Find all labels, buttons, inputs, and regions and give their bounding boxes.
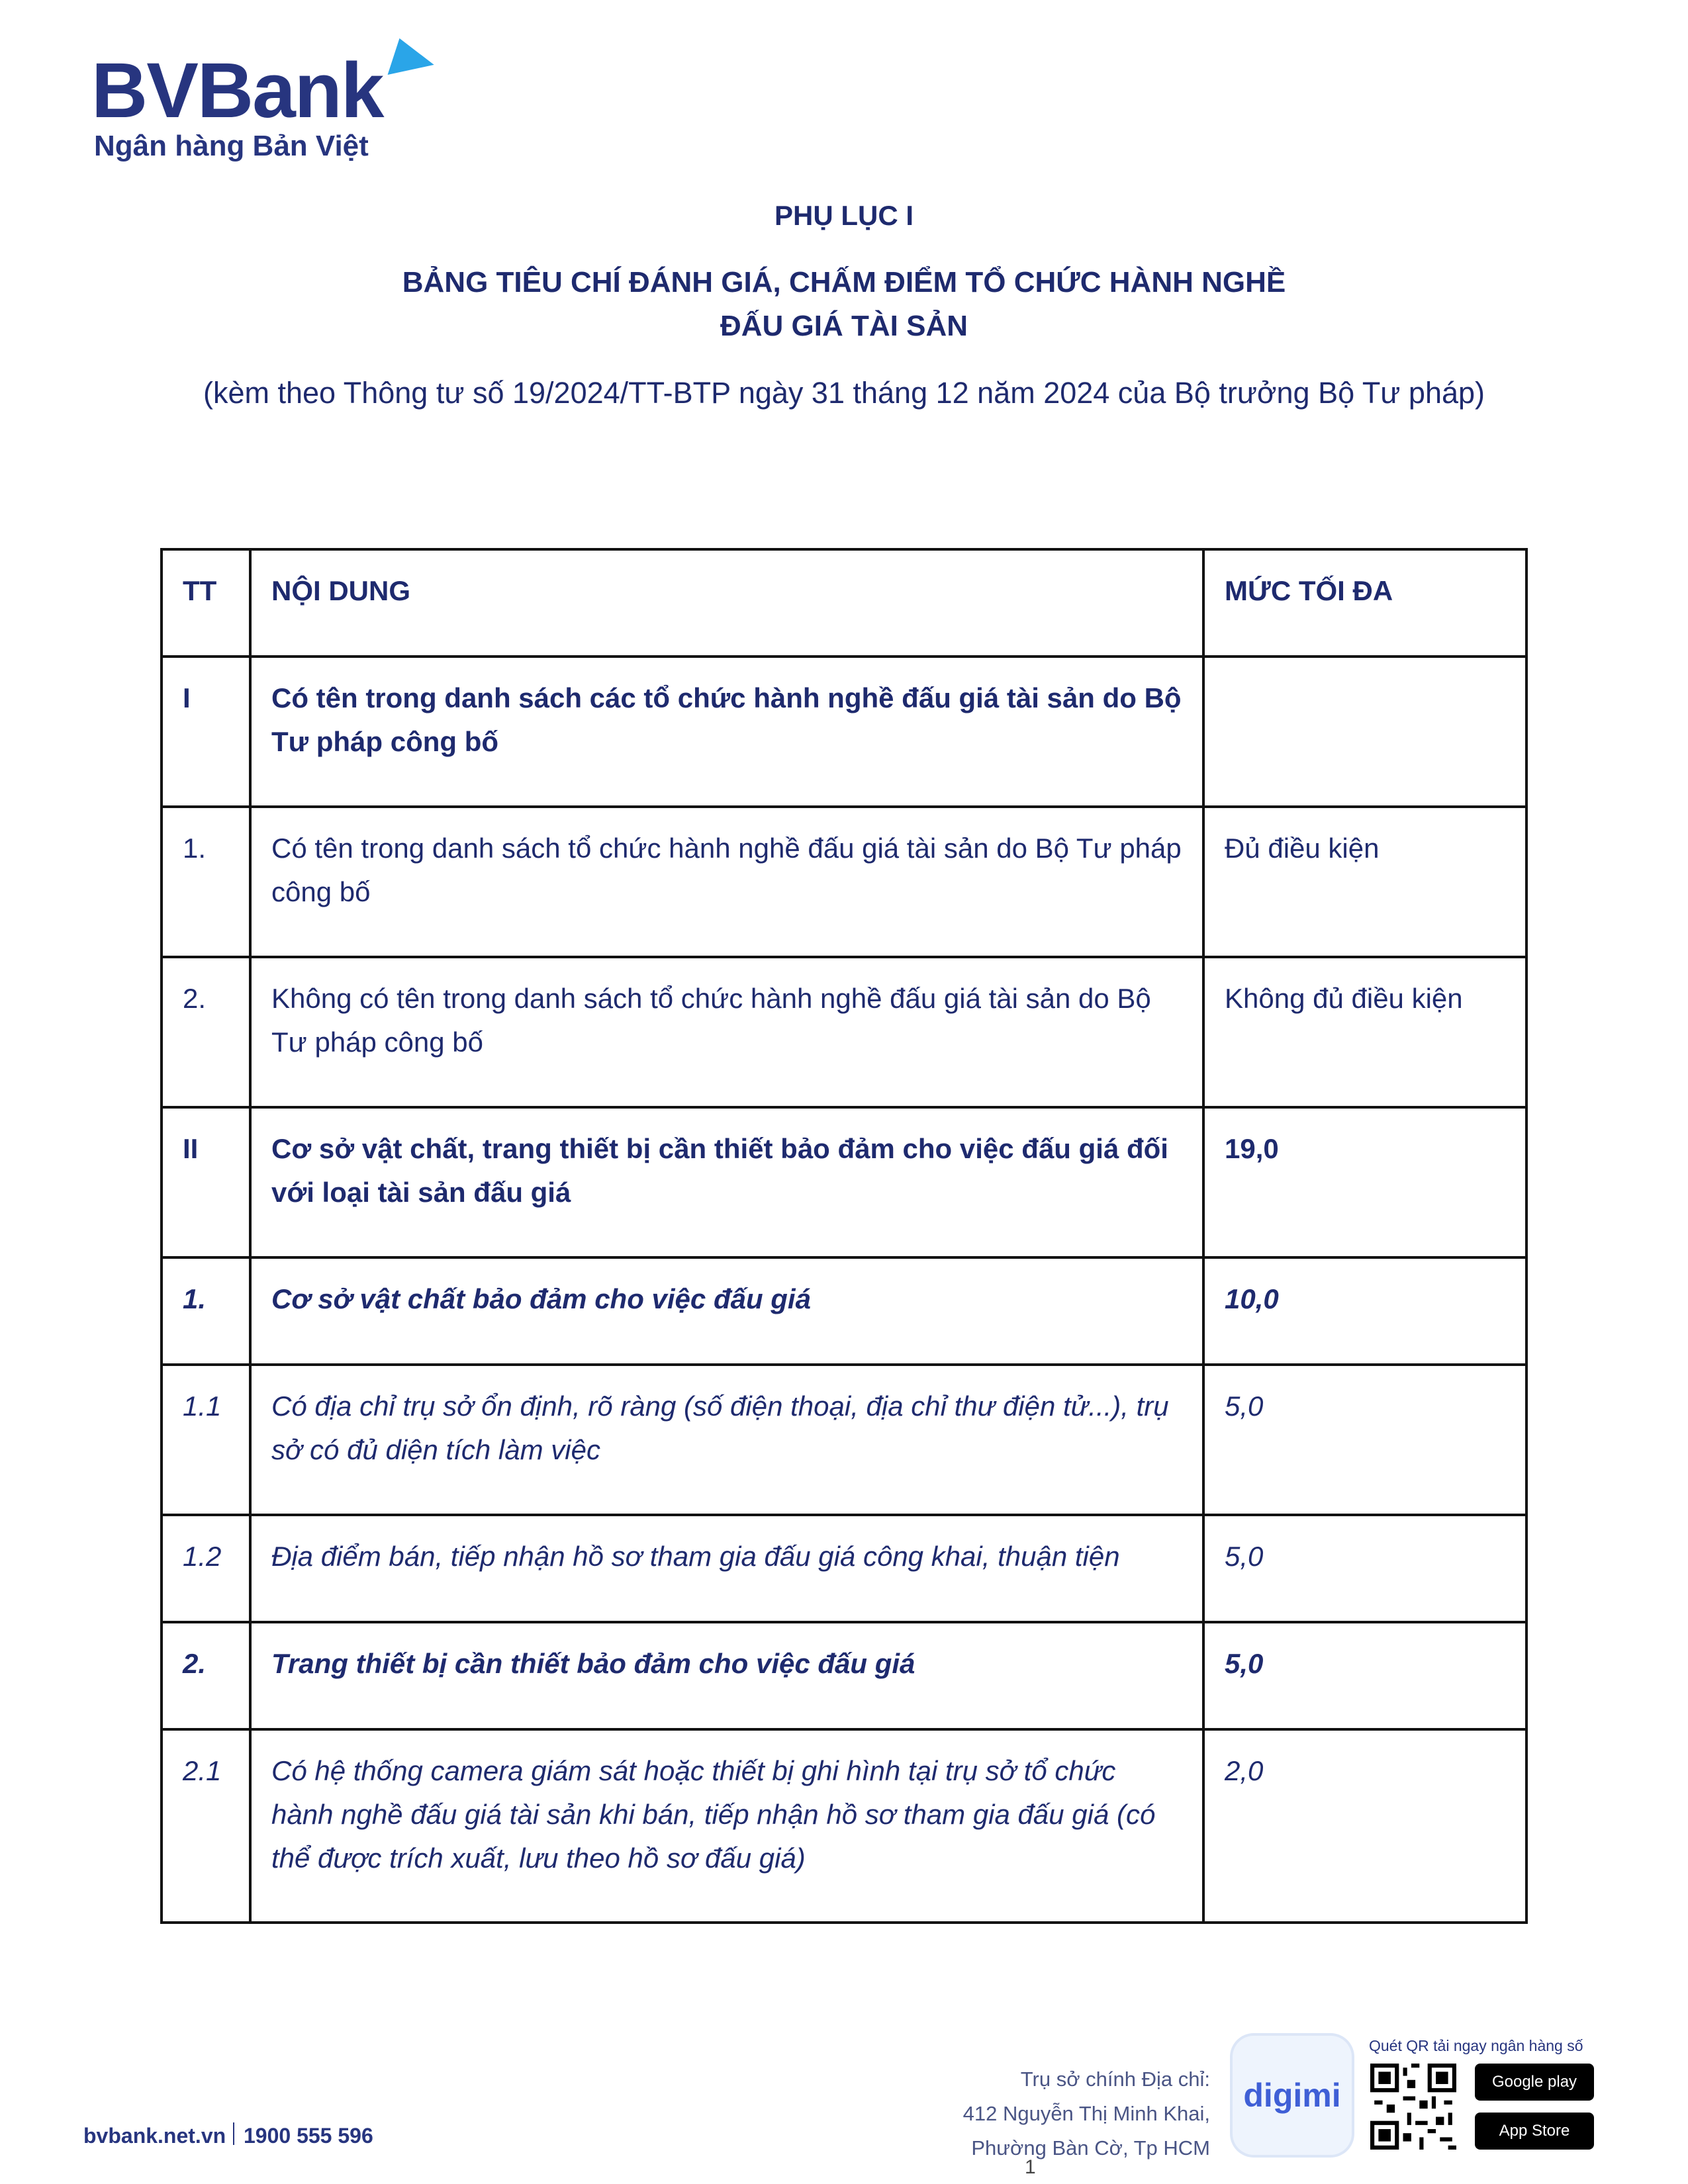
address-line1: 412 Nguyễn Thị Minh Khai, (962, 2102, 1210, 2125)
row-max: 19,0 (1203, 1107, 1526, 1257)
logo-arrow-icon (388, 38, 439, 87)
digimi-app-name: digimi (1243, 2077, 1341, 2114)
appendix-heading: PHỤ LỤC I (774, 200, 914, 231)
table-row (162, 957, 1526, 1107)
row-max: Đủ điều kiện (1203, 807, 1526, 957)
row-max: 5,0 (1203, 1365, 1526, 1515)
header-tt: TT (162, 549, 250, 657)
document-reference-note: (kèm theo Thông tư số 19/2024/TT-BTP ngày 31 tháng 12 năm 2024 của Bộ trưởng Bộ Tư pháp) (203, 376, 1485, 410)
row-max (1203, 657, 1526, 807)
row-max: 2,0 (1203, 1729, 1526, 1923)
qr-caption: Quét QR tải ngay ngân hàng số (1369, 2037, 1583, 2054)
row-tt: 1.2 (162, 1515, 250, 1622)
row-content: Trang thiết bị cần thiết bảo đảm cho việc đấu giá (250, 1622, 1203, 1729)
table-row (162, 1729, 1526, 1923)
footer-website[interactable]: bvbank.net.vn (83, 2124, 226, 2148)
bvbank-logo (91, 44, 436, 176)
table-row (162, 1257, 1526, 1365)
row-max: 5,0 (1203, 1622, 1526, 1729)
row-content: Cơ sở vật chất, trang thiết bị cần thiết bảo đảm cho việc đấu giá đối với loại tài sản đấu giá (250, 1107, 1203, 1257)
row-content: Địa điểm bán, tiếp nhận hồ sơ tham gia đấu giá công khai, thuận tiện (250, 1515, 1203, 1622)
footer-divider (233, 2122, 234, 2145)
row-tt: II (162, 1107, 250, 1257)
row-max: 5,0 (1203, 1515, 1526, 1622)
table-row (162, 1365, 1526, 1515)
row-tt: 2. (162, 1622, 250, 1729)
row-content: Không có tên trong danh sách tổ chức hành nghề đấu giá tài sản do Bộ Tư pháp công bố (250, 957, 1203, 1107)
row-max: 10,0 (1203, 1257, 1526, 1365)
table-row (162, 657, 1526, 807)
app-store-label: App Store (1499, 2122, 1570, 2140)
header-content: NỘI DUNG (250, 549, 1203, 657)
page-number: 1 (1025, 2156, 1036, 2178)
row-tt: 2.1 (162, 1729, 250, 1923)
row-tt: I (162, 657, 250, 807)
row-tt: 1. (162, 807, 250, 957)
row-content: Có tên trong danh sách các tổ chức hành nghề đấu giá tài sản do Bộ Tư pháp công bố (250, 657, 1203, 807)
logo-brand: BVBank (91, 47, 383, 134)
table-row (162, 807, 1526, 957)
qr-code-icon[interactable] (1370, 2064, 1456, 2150)
row-content: Có địa chỉ trụ sở ổn định, rõ ràng (số điện thoại, địa chỉ thư điện tử...), trụ sở có đủ diện tích làm việc (250, 1365, 1203, 1515)
table-row (162, 1622, 1526, 1729)
document-title-line2: ĐẤU GIÁ TÀI SẢN (720, 310, 968, 342)
document-title-line1: BẢNG TIÊU CHÍ ĐÁNH GIÁ, CHẤM ĐIỂM TỔ CHỨC HÀNH NGHỀ (402, 266, 1286, 298)
header-max: MỨC TỐI ĐA (1203, 549, 1526, 657)
logo-tagline: Ngân hàng Bản Việt (94, 130, 369, 162)
row-max: Không đủ điều kiện (1203, 957, 1526, 1107)
app-store-button[interactable] (1475, 2113, 1594, 2150)
table-header-row (162, 549, 1526, 657)
criteria-table (160, 548, 1525, 1924)
table-row (162, 1107, 1526, 1257)
table-row (162, 1515, 1526, 1622)
address-label: Trụ sở chính Địa chỉ: (1020, 2068, 1210, 2091)
row-tt: 2. (162, 957, 250, 1107)
row-content: Có tên trong danh sách tổ chức hành nghề đấu giá tài sản do Bộ Tư pháp công bố (250, 807, 1203, 957)
digimi-app-icon[interactable] (1233, 2036, 1352, 2155)
row-content: Cơ sở vật chất bảo đảm cho việc đấu giá (250, 1257, 1203, 1365)
row-content: Có hệ thống camera giám sát hoặc thiết bị ghi hình tại trụ sở tổ chức hành nghề đấu giá tài sản khi bán, tiếp nhận hồ sơ tham gia đấu giá (có thể được trích xuất, lưu theo hồ sơ đấu giá) (250, 1729, 1203, 1923)
google-play-label: Google play (1491, 2073, 1577, 2091)
row-tt: 1. (162, 1257, 250, 1365)
address-line2: Phường Bàn Cờ, Tp HCM (971, 2136, 1210, 2160)
footer-phone[interactable]: 1900 555 596 (244, 2124, 373, 2148)
row-tt: 1.1 (162, 1365, 250, 1515)
google-play-button[interactable] (1475, 2064, 1594, 2101)
